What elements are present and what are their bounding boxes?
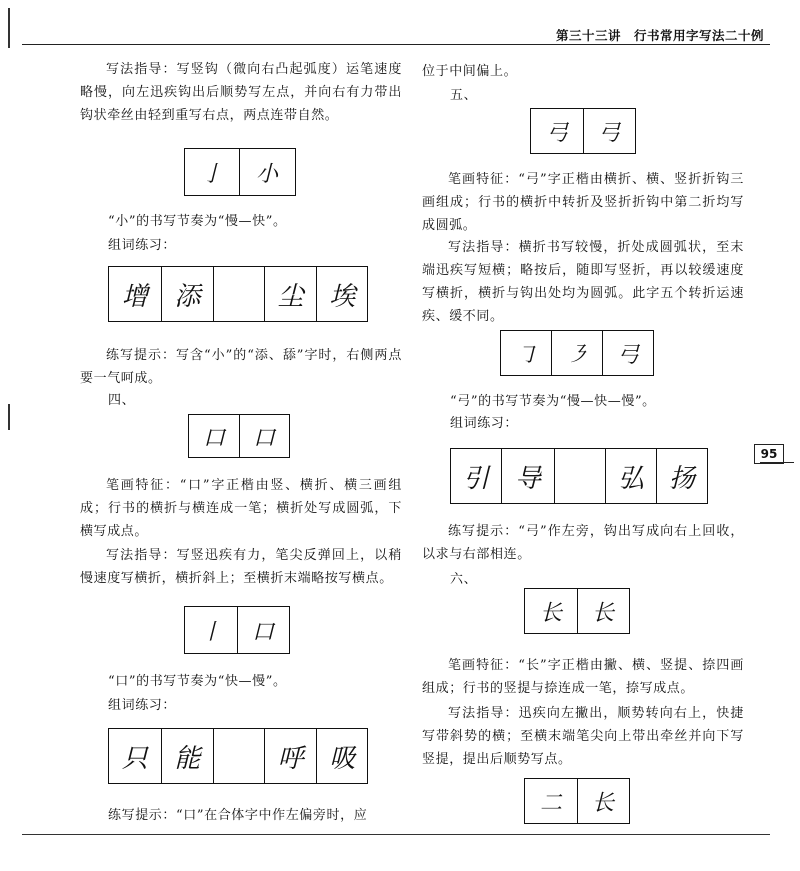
word-cell: 增: [109, 267, 162, 321]
stroke-cell: 小: [255, 161, 278, 187]
stroke-cell: 长: [525, 589, 578, 633]
word-cell: 能: [162, 729, 215, 783]
stroke-cell: ㇆: [501, 331, 552, 375]
stroke-cell: 弓: [531, 109, 584, 153]
stroke-cell: 亅: [185, 149, 240, 195]
stroke-cell: 口: [252, 425, 275, 451]
stroke-box-xiao: [184, 148, 296, 196]
left-para-3: 写法指导：写竖迅疾有力，笔尖反弹回上，以稍慢速度写横折，横折斜上；至横折末端略按写横点。: [80, 548, 402, 586]
left-tip-1: 练写提示：写含“小”的“添、舔”字时，右侧两点要一气呵成。: [80, 348, 402, 386]
stroke-box-gong-2: [500, 330, 654, 376]
word-cell: 弘: [606, 449, 657, 503]
rhythm-xiao: “小”的书写节奏为“慢—快”。: [108, 214, 287, 229]
word-cell-blank: [214, 267, 265, 321]
right-para-1: 笔画特征：“弓”字正楷由横折、横、竖折折钩三画组成；行书的横折中转折及竖折折钩中第二折均写成圆弧。: [422, 172, 744, 233]
stroke-box-gong: [530, 108, 636, 154]
stroke-cell: 长: [591, 600, 614, 626]
stroke-cell: ㇋: [552, 331, 603, 375]
running-header-title: 第三十三讲 行书常用字写法二十例: [555, 28, 764, 43]
section-6: 六、: [450, 572, 478, 587]
stroke-box-chang-2: [524, 778, 630, 824]
stroke-cell: 二: [525, 779, 578, 823]
word-cell: 引: [451, 449, 502, 503]
word-cell: 呼: [265, 729, 318, 783]
word-cell: 扬: [668, 463, 695, 494]
word-practice-box-3: [450, 448, 708, 504]
right-para-3: 笔画特征：“长”字正楷由撇、横、竖提、捺四画组成；行书的竖提与捺连成一笔，捺写成点。: [422, 658, 744, 696]
word-cell-blank: [555, 449, 606, 503]
word-cell: 只: [109, 729, 162, 783]
right-para-2: 写法指导：横折书写较慢，折处成圆弧状，至末端迅疾写短横；略按后，随即写竖折，再以较缓速度写横折，横折与钩出处均为圆弧。此字五个转折运速疾、缓不同。: [422, 240, 744, 324]
word-cell: 埃: [329, 281, 356, 312]
stroke-cell: 口: [189, 415, 240, 457]
stroke-cell: 长: [591, 790, 614, 816]
word-cell: 尘: [265, 267, 318, 321]
right-tip-1: 练写提示：“弓”作左旁，钩出写成向右上回收，以求与右部相连。: [422, 524, 744, 562]
stroke-cell: 弓: [616, 342, 639, 368]
right-para-4: 写法指导：迅疾向左撇出，顺势转向右上，快捷写带斜势的横；至横末端笔尖向上带出牵丝并向下写竖提，提出后顺势写点。: [422, 706, 744, 767]
word-cell-blank: [214, 729, 265, 783]
word-cell: 添: [162, 267, 215, 321]
word-cell: 导: [502, 449, 555, 503]
left-tip-2: 练写提示：“口”在合体字中作左偏旁时，应: [108, 808, 368, 823]
right-continuation: 位于中间偏上。: [422, 64, 518, 79]
margin-mark-mid: [8, 404, 10, 430]
stroke-cell: 弓: [597, 120, 620, 146]
margin-mark-top: [8, 8, 10, 48]
rhythm-gong: “弓”的书写节奏为“慢—快—慢”。: [450, 394, 656, 409]
header-rule: [22, 44, 770, 45]
section-4: 四、: [108, 393, 136, 408]
stroke-box-kou: [188, 414, 290, 458]
stroke-cell: 丨: [185, 607, 238, 653]
group-label-1: 组词练习：: [108, 238, 177, 253]
stroke-cell: 口: [251, 619, 274, 645]
stroke-box-chang: [524, 588, 630, 634]
group-label-3: 组词练习：: [450, 416, 519, 431]
section-5: 五、: [450, 88, 478, 103]
group-label-2: 组词练习：: [108, 698, 177, 713]
word-practice-box-1: [108, 266, 368, 322]
stroke-box-kou-2: [184, 606, 290, 654]
footer-rule: [22, 834, 770, 835]
left-para-1: 写法指导：写竖钩（微向右凸起弧度）运笔速度略慢，向左迅疾钩出后顺势写左点，并向右有力带出钩状牵丝由轻到重写右点，两点连带自然。: [80, 62, 402, 123]
page-number: 95: [754, 444, 784, 464]
page-tab-rule: [760, 462, 794, 463]
rhythm-kou: “口”的书写节奏为“快—慢”。: [108, 674, 287, 689]
word-practice-box-2: [108, 728, 368, 784]
left-para-2: 笔画特征：“口”字正楷由竖、横折、横三画组成；行书的横折与横连成一笔；横折处写成圆弧，下横写成点。: [80, 478, 402, 539]
word-cell: 吸: [329, 743, 356, 774]
